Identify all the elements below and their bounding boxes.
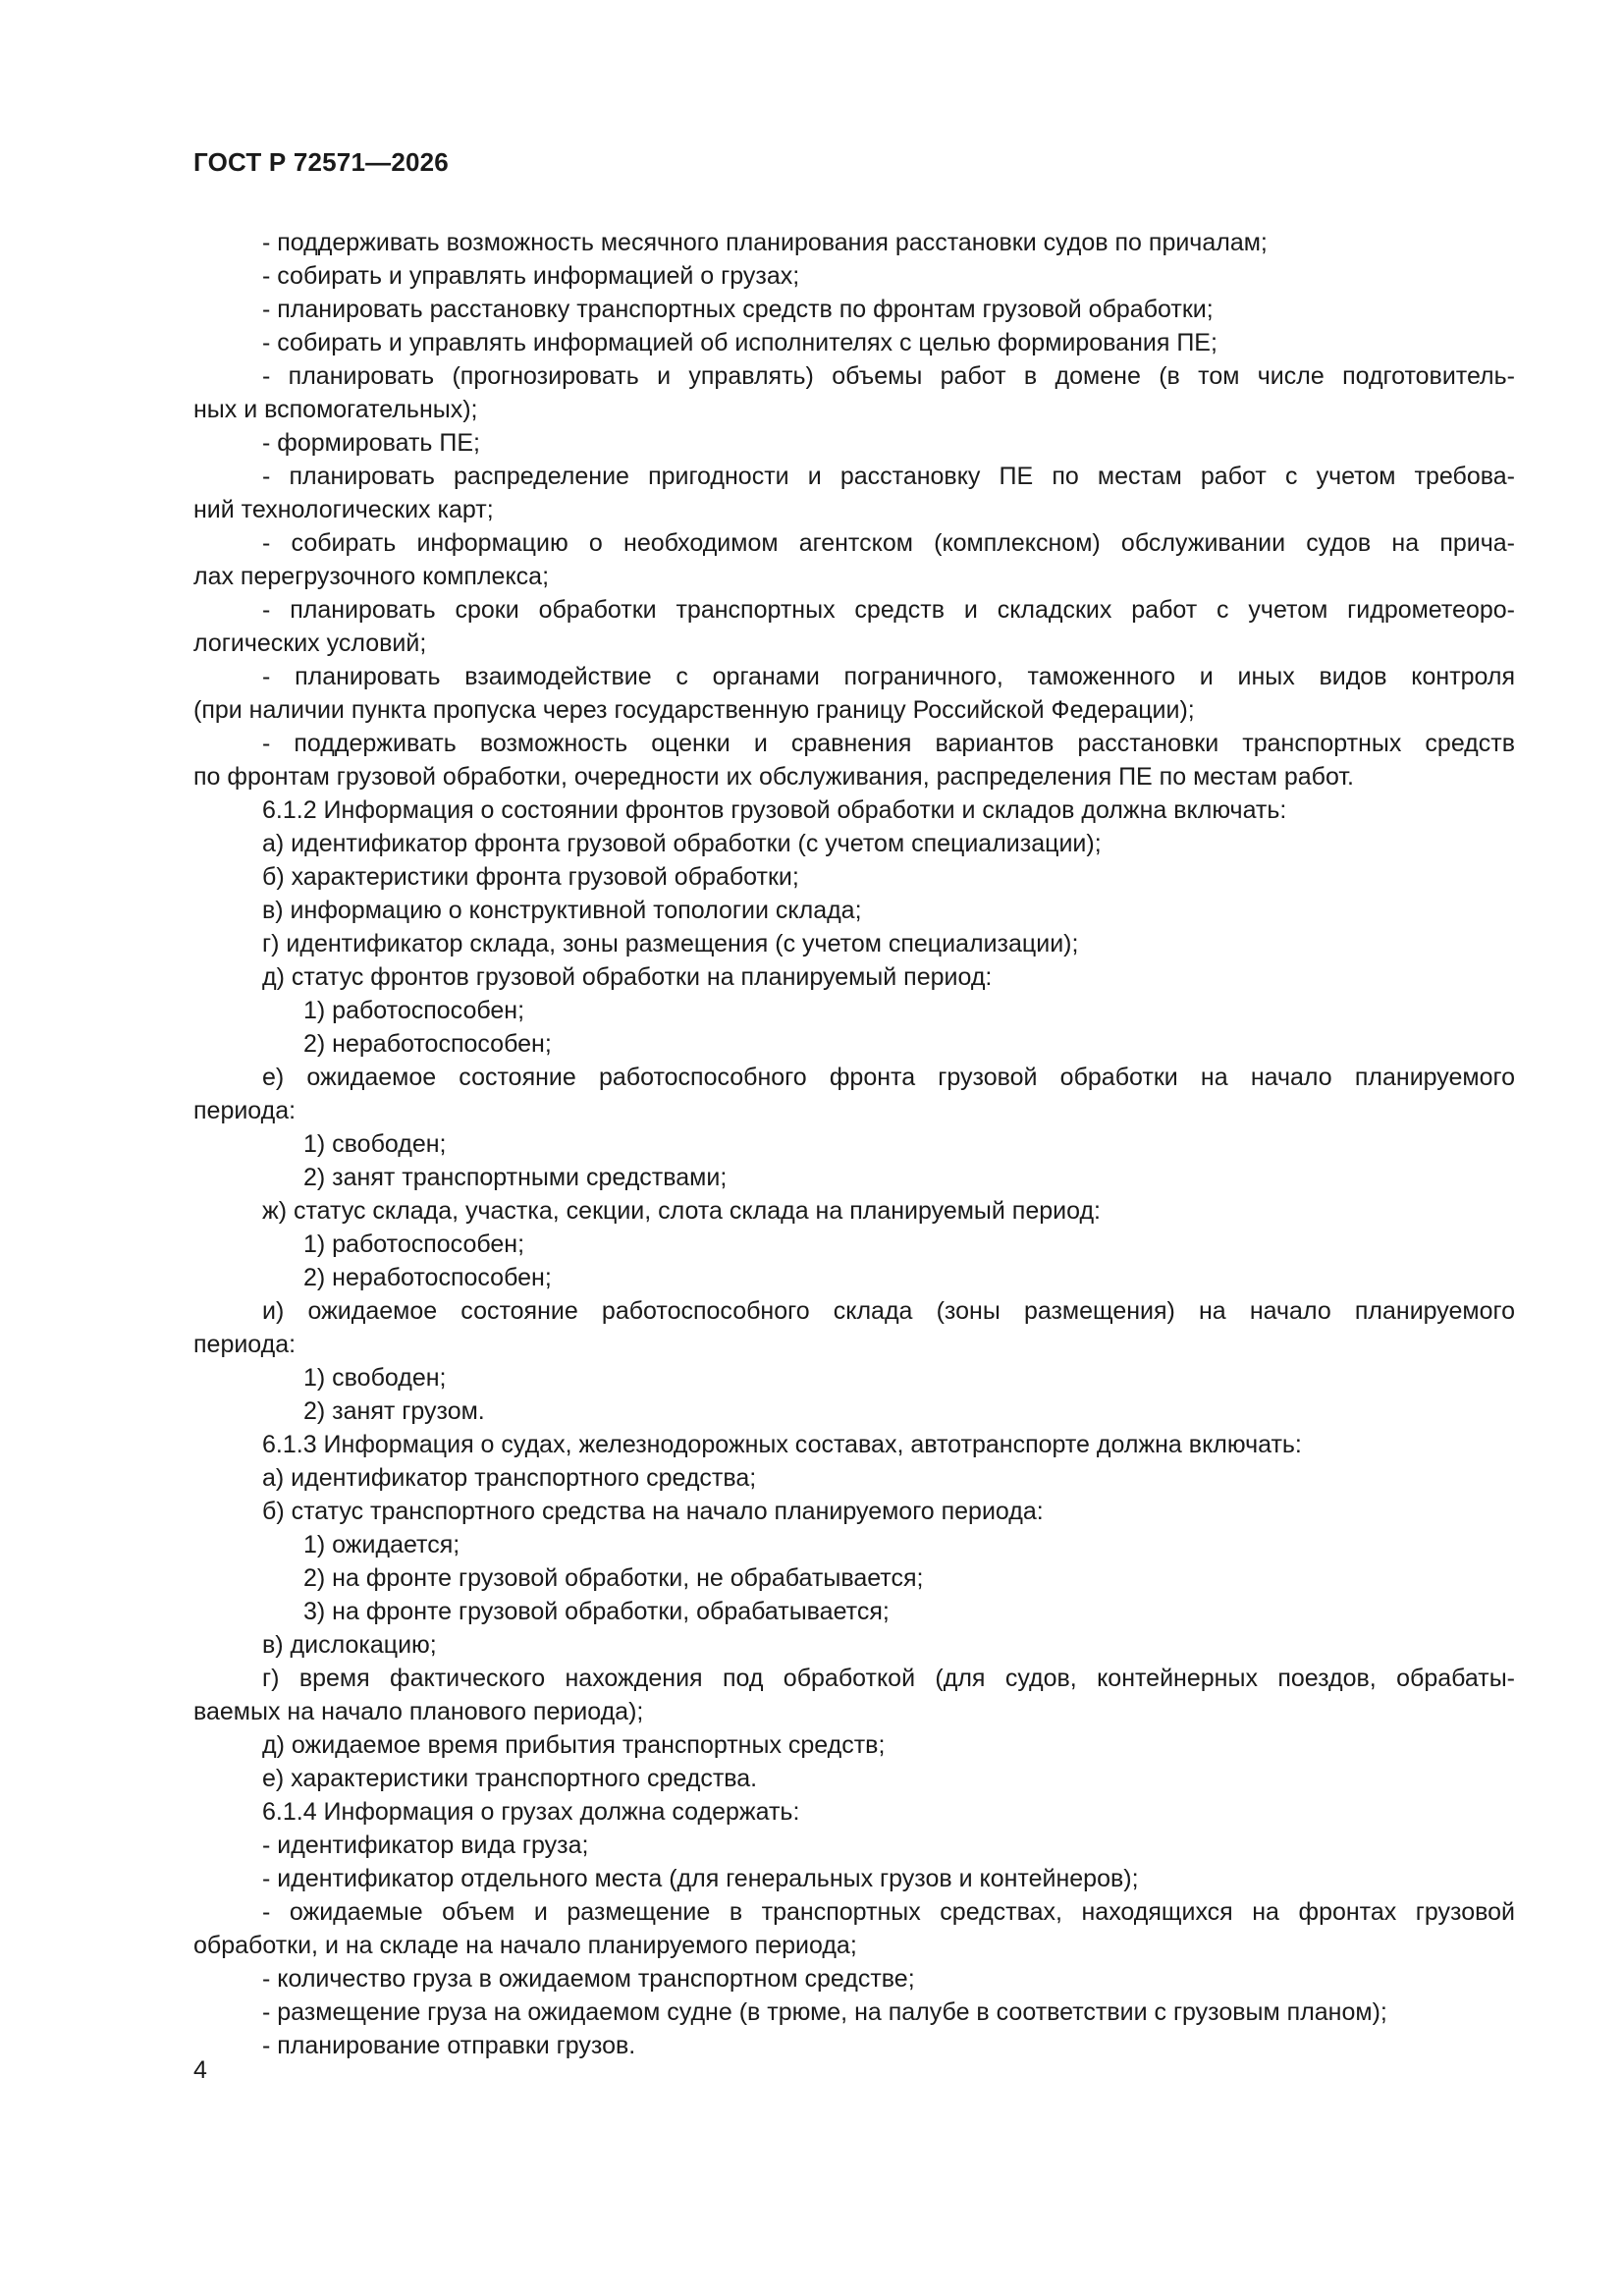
text-line: г) время фактического нахождения под обработкой (для судов, контейнерных поездов, обрабаты- — [262, 1665, 1515, 1692]
document-header: ГОСТ Р 72571—2026 — [193, 147, 449, 177]
text-line: - ожидаемые объем и размещение в транспортных средствах, находящихся на фронтах грузовой — [262, 1898, 1515, 1926]
text-line: - планировать взаимодействие с органами пограничного, таможенного и иных видов контроля — [262, 663, 1515, 690]
text-line: 6.1.4 Информация о грузах должна содержать: — [262, 1798, 800, 1826]
text-line: - планировать сроки обработки транспортных средств и складских работ с учетом гидрометеоро- — [262, 596, 1515, 624]
text-line: а) идентификатор транспортного средства; — [262, 1464, 757, 1492]
text-line: 1) свободен; — [303, 1364, 447, 1392]
text-line: - планировать расстановку транспортных средств по фронтам грузовой обработки; — [262, 296, 1214, 323]
text-line: 2) на фронте грузовой обработки, не обрабатывается; — [303, 1564, 924, 1592]
text-line: 2) занят транспортными средствами; — [303, 1164, 728, 1191]
text-line: - идентификатор отдельного места (для генеральных грузов и контейнеров); — [262, 1865, 1139, 1892]
text-line: - размещение груза на ожидаемом судне (в трюме, на палубе в соответствии с грузовым планом); — [262, 1998, 1387, 2026]
text-line: 2) неработоспособен; — [303, 1264, 552, 1291]
text-line: обработки, и на складе на начало планируемого периода; — [193, 1932, 857, 1959]
text-line: периода: — [193, 1097, 297, 1124]
text-line: - собирать и управлять информацией о грузах; — [262, 262, 800, 290]
text-line: а) идентификатор фронта грузовой обработки (с учетом специализации); — [262, 830, 1102, 857]
text-line: 2) неработоспособен; — [303, 1030, 552, 1058]
text-line: лах перегрузочного комплекса; — [193, 563, 550, 590]
text-line: 3) на фронте грузовой обработки, обрабатывается; — [303, 1598, 890, 1625]
text-line: - поддерживать возможность оценки и сравнения вариантов расстановки транспортных средств — [262, 730, 1515, 757]
text-line: - идентификатор вида груза; — [262, 1831, 589, 1859]
text-line: 2) занят грузом. — [303, 1397, 485, 1425]
page-number: 4 — [193, 2056, 207, 2084]
text-line: 6.1.3 Информация о судах, железнодорожных составах, автотранспорте должна включать: — [262, 1431, 1302, 1458]
text-line: е) характеристики транспортного средства. — [262, 1765, 758, 1792]
text-line: е) ожидаемое состояние работоспособного фронта грузовой обработки на начало планируемого — [262, 1064, 1515, 1091]
text-line: - планирование отправки грузов. — [262, 2032, 636, 2059]
text-line: ж) статус склада, участка, секции, слота склада на планируемый период: — [262, 1197, 1102, 1225]
text-line: 1) работоспособен; — [303, 997, 525, 1024]
text-line: (при наличии пункта пропуска через государственную границу Российской Федерации); — [193, 696, 1195, 724]
text-line: в) информацию о конструктивной топологии склада; — [262, 897, 862, 924]
text-line: - формировать ПЕ; — [262, 429, 480, 457]
text-line: - количество груза в ожидаемом транспортном средстве; — [262, 1965, 915, 1993]
text-line: - планировать распределение пригодности и расстановку ПЕ по местам работ с учетом требова- — [262, 463, 1515, 490]
text-line: б) характеристики фронта грузовой обработки; — [262, 863, 799, 891]
text-line: - собирать информацию о необходимом агентском (комплексном) обслуживании судов на прича- — [262, 529, 1515, 557]
text-line: 1) свободен; — [303, 1130, 447, 1158]
text-line: ний технологических карт; — [193, 496, 494, 523]
text-line: - собирать и управлять информацией об исполнителях с целью формирования ПЕ; — [262, 329, 1217, 356]
document-body — [193, 226, 1515, 2062]
text-line: г) идентификатор склада, зоны размещения (с учетом специализации); — [262, 930, 1079, 957]
text-line: логических условий; — [193, 629, 427, 657]
text-line: б) статус транспортного средства на начало планируемого периода: — [262, 1498, 1044, 1525]
text-line: ных и вспомогательных); — [193, 396, 478, 423]
text-line: по фронтам грузовой обработки, очередности их обслуживания, распределения ПЕ по местам работ. — [193, 763, 1354, 791]
text-line: д) статус фронтов грузовой обработки на планируемый период: — [262, 963, 993, 991]
text-line: 6.1.2 Информация о состоянии фронтов грузовой обработки и складов должна включать: — [262, 796, 1287, 824]
text-line: и) ожидаемое состояние работоспособного склада (зоны размещения) на начало планируемого — [262, 1297, 1515, 1325]
text-line: в) дислокацию; — [262, 1631, 437, 1659]
text-line: периода: — [193, 1331, 297, 1358]
text-line: 1) ожидается; — [303, 1531, 460, 1558]
text-line: д) ожидаемое время прибытия транспортных средств; — [262, 1731, 886, 1759]
text-line: - поддерживать возможность месячного планирования расстановки судов по причалам; — [262, 229, 1268, 256]
text-line: - планировать (прогнозировать и управлять) объемы работ в домене (в том числе подготовитель- — [262, 362, 1515, 390]
text-line: 1) работоспособен; — [303, 1230, 525, 1258]
text-line: ваемых на начало планового периода); — [193, 1698, 644, 1725]
